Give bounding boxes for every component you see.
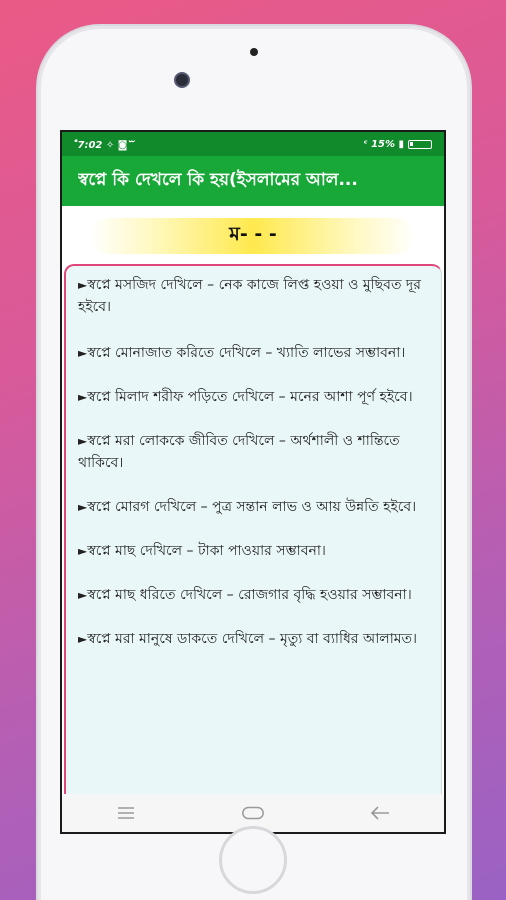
content-card[interactable] [64,264,442,806]
pointer-arrow-icon: ► [78,500,88,514]
app-title: স্বপ্নে কি দেখলে কি হয়(ইসলামের আল... [78,170,358,190]
battery-icon [408,140,432,149]
list-item [78,342,429,364]
status-left [74,137,130,151]
pointer-arrow-icon: ► [78,544,88,558]
item-text: স্বপ্নে মাছ ধরিতে দেখিলে – রোজগার বৃদ্ধি হওয়ার সম্ভাবনা। [87,587,412,603]
list-item [78,386,429,408]
list-item [78,584,429,606]
list-item [78,496,429,518]
pointer-arrow-icon: ► [78,434,88,448]
list-item [78,430,429,474]
physical-home-button[interactable] [219,826,287,894]
phone-camera [176,74,188,86]
menu-lines-icon[interactable] [114,805,138,821]
item-text: স্বপ্নে মিলাদ শরীফ পড়িতে দেখিলে – মনের আশা পূর্ণ হইবে। [87,389,413,405]
list-item [78,540,429,562]
status-left-text: ᷧᷧ 7:02 ✧ ◙ ᷓ [74,140,130,151]
phone-frame [38,26,470,900]
app-bar [62,156,444,206]
pointer-arrow-icon: ► [78,632,88,646]
list-item [78,628,429,650]
pointer-arrow-icon: ► [78,278,88,292]
item-text: স্বপ্নে মরা লোককে জীবিত দেখিলে – অর্থশালী ও শান্তিতে থাকিবে। [78,433,400,471]
section-header-text: ম- - - [229,223,277,245]
status-right-text: ᶜ 15% ▮ [363,138,404,150]
item-text: স্বপ্নে মাছ দেখিলে – টাকা পাওয়ার সম্ভাবনা। [87,543,326,559]
pointer-arrow-icon: ► [78,346,88,360]
pointer-arrow-icon: ► [78,390,88,404]
item-text: স্বপ্নে মোনাজাত করিতে দেখিলে – খ্যাতি লাভের সম্ভাবনা। [87,345,406,361]
back-arrow-icon[interactable] [368,805,392,821]
item-text: স্বপ্নে মসজিদ দেখিলে – নেক কাজে লিপ্ত হওয়া ও মুছিবত দূর হইবে। [78,277,421,315]
item-text: স্বপ্নে মোরগ দেখিলে – পুত্র সন্তান লাভ ও আয় উন্নতি হইবে। [87,499,417,515]
list-item [78,274,429,318]
status-right [363,139,432,150]
home-pill-icon[interactable] [241,805,265,821]
pointer-arrow-icon: ► [78,588,88,602]
app-screen [60,130,446,816]
phone-speaker [250,48,258,56]
section-header [90,218,416,254]
status-bar [62,132,444,156]
item-text: স্বপ্নে মরা মানুষে ডাকতে দেখিলে – মৃত্যু বা ব্যাধির আলামত। [87,631,418,647]
